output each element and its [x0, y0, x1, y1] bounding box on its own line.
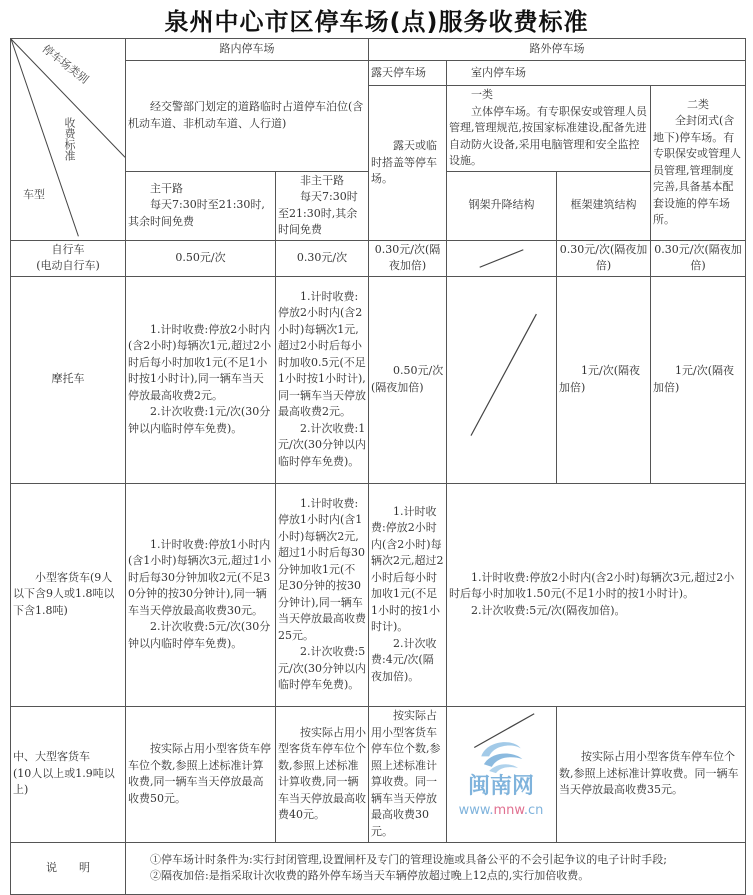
table-row-large-vehicle [11, 706, 746, 842]
non-main-road-hourly: 1.计时收费:停放2小时内(含2小时)每辆次1元,超过2小时后每小时加收0.5元(不足1小时按1小时计),同一辆车当天停放最高收费2元。 [278, 289, 366, 419]
notes-cell [126, 842, 746, 894]
open-air-fee [369, 483, 447, 706]
non-main-road-fee: 按实际占用小型客货车停车位个数,参照上述标准计算收费,同一辆车当天停放最高收费40元。 [276, 706, 369, 842]
non-main-road-fee [276, 276, 369, 483]
class2-fee: 1元/次(隔夜加倍) [651, 276, 746, 483]
non-main-road-per-visit: 2.计次收费:1元/次(30分钟以内临时停车免费)。 [278, 421, 366, 468]
off-street-header: 路外停车场 [369, 39, 746, 61]
slash-mark [447, 241, 556, 276]
frame-fee: 0.30元/次(隔夜加倍) [557, 240, 651, 276]
main-road-header [126, 171, 276, 240]
vehicle-name: 小型客货车(9人以下含9人或1.8吨以下含1.8吨) [11, 483, 126, 706]
non-main-road-per-visit: 2.计次收费:5元/次(30分钟以内临时停车免费)。 [278, 645, 366, 691]
class2-title: 二类 [687, 97, 709, 111]
non-main-road-title: 非主干路 [300, 173, 344, 187]
main-road-hours: 每天7:30时至21:30时,其余时间免费 [128, 198, 265, 228]
slash-mark [447, 277, 556, 483]
corner-standard-label: 收费标准 [63, 117, 76, 161]
table-row-motorcycle [11, 276, 746, 483]
open-air-fee: 0.30元/次(隔夜加倍) [369, 240, 447, 276]
main-road-title: 主干路 [150, 181, 183, 195]
indoor-hourly: 1.计时收费:停放2小时内(含2小时)每辆次3元,超过2小时后每小时加收1.50元(不足1小时的按1小时计)。 [449, 570, 735, 601]
main-road-fee [126, 276, 276, 483]
notes-label: 说 明 [11, 842, 126, 894]
vehicle-name: 中、大型客货车 [13, 750, 90, 764]
non-main-road-fee: 0.30元/次 [276, 240, 369, 276]
class2-description-cell [651, 86, 746, 241]
main-road-hourly: 1.计时收费:停放2小时内(含2小时)每辆次1元,超过2小时后每小时加收1元(不足1小时按1小时计),同一辆车当天停放最高收费2元。 [128, 322, 272, 402]
corner-category-label: 停车场类别 [39, 42, 91, 87]
table-row-bicycle [11, 240, 746, 276]
open-air-fee: 按实际占用小型客货车停车位个数,参照上述标准计算收费。同一辆车当天停放最高收费30元。 [369, 706, 447, 842]
main-road-per-visit: 2.计次收费:1元/次(30分钟以内临时停车免费)。 [128, 405, 271, 435]
page-title: 泉州中心市区停车场(点)服务收费标准 [164, 8, 589, 36]
main-road-hourly: 1.计时收费:停放1小时内(含1小时)每辆次3元,超过1小时后每30分钟加收2元(不足30分钟的按30分钟计),同一辆车当天停放最高收费30元。 [128, 537, 272, 617]
frame-structure-header: 框架建筑结构 [557, 171, 651, 240]
watermark-logo-icon [476, 735, 526, 775]
indoor-fee: 按实际占用小型客货车停车位个数,参照上述标准计算收费。同一辆车当天停放最高收费35元。 [557, 706, 746, 842]
watermark-url-mid: mnw [493, 803, 524, 818]
main-road-fee: 按实际占用小型客货车停车位个数,参照上述标准计算收费,同一辆车当天停放最高收费50元。 [126, 706, 276, 842]
main-road-fee: 0.50元/次 [126, 240, 276, 276]
non-main-road-hours: 每天7:30时至21:30时,其余时间免费 [278, 190, 358, 236]
watermark-url-suffix: .cn [523, 803, 544, 818]
vehicle-name: 自行车 [51, 242, 85, 256]
indoor-fee [447, 483, 746, 706]
steel-not-applicable [447, 276, 557, 483]
open-air-per-visit: 2.计次收费:4元/次(隔夜加倍)。 [371, 636, 437, 683]
indoor-header: 室内停车场 [447, 61, 746, 86]
non-main-road-header [276, 171, 369, 240]
table-row-small-vehicle [11, 483, 746, 706]
frame-fee: 1元/次(隔夜加倍) [557, 276, 651, 483]
watermark-url-prefix: www. [458, 803, 494, 818]
class1-description-cell [447, 86, 651, 172]
corner-vehicle-label: 车型 [23, 188, 45, 201]
watermark-url [448, 803, 554, 818]
vehicle-sub: (10人以上或1.9吨以上) [13, 766, 115, 797]
fee-table [10, 38, 746, 895]
indoor-per-visit: 2.计次收费:5元/次(隔夜加倍)。 [471, 603, 626, 617]
steel-structure-header: 钢架升降结构 [447, 171, 557, 240]
vehicle-name: 摩托车 [11, 276, 126, 483]
watermark [448, 735, 554, 825]
open-air-description: 露天或临时搭盖等停车场。 [369, 86, 447, 241]
vehicle-sub: (电动自行车) [36, 259, 100, 272]
steel-not-applicable [447, 240, 557, 276]
open-air-fee: 0.50元/次(隔夜加倍) [369, 276, 447, 483]
note-1: ①停车场计时条件为:实行封闭管理,设置闸杆及专门的管理设施或具备公平的不会引起争议的电子计时手段; [150, 852, 667, 866]
class1-description: 立体停车场。有专职保安或管理人员管理,管理规范,按国家标准建设,配备先进自动防火设备,采用电脑管理和安全监控设施。 [449, 104, 647, 167]
class2-fee: 0.30元/次(隔夜加倍) [651, 240, 746, 276]
open-air-hourly: 1.计时收费:停放2小时内(含2小时)每辆次2元,超过2小时后每小时加收1元(不足1小时的按1小时计)。 [371, 504, 444, 634]
main-road-per-visit: 2.计次收费:5元/次(30分钟以内临时停车免费)。 [128, 620, 271, 650]
corner-header-cell [11, 39, 126, 241]
on-street-header: 路内停车场 [126, 39, 369, 61]
main-road-fee [126, 483, 276, 706]
non-main-road-fee [276, 483, 369, 706]
open-air-header: 露天停车场 [369, 61, 447, 86]
watermark-name: 闽南网 [467, 774, 534, 799]
vehicle-cell [11, 706, 126, 842]
on-street-description: 经交警部门划定的道路临时占道停车泊位(含机动车道、非机动车道、人行道) [126, 61, 369, 172]
table-row-notes [11, 842, 746, 894]
class2-description: 全封闭式(含地下)停车场。有专职保安或管理人员管理,管理制度完善,具备基本配套设施的停车场所。 [653, 114, 741, 227]
vehicle-cell [11, 240, 126, 276]
non-main-road-hourly: 1.计时收费:停放1小时内(含1小时)每辆次2元,超过1小时后每30分钟加收1元(不足30分钟的按30分钟计),同一辆车当天停放最高收费25元。 [278, 496, 366, 642]
class1-title: 一类 [471, 88, 493, 101]
note-2: ②隔夜加倍:是指采取计次收费的路外停车场当天车辆停放超过晚上12点的,实行加倍收费。 [150, 869, 590, 882]
